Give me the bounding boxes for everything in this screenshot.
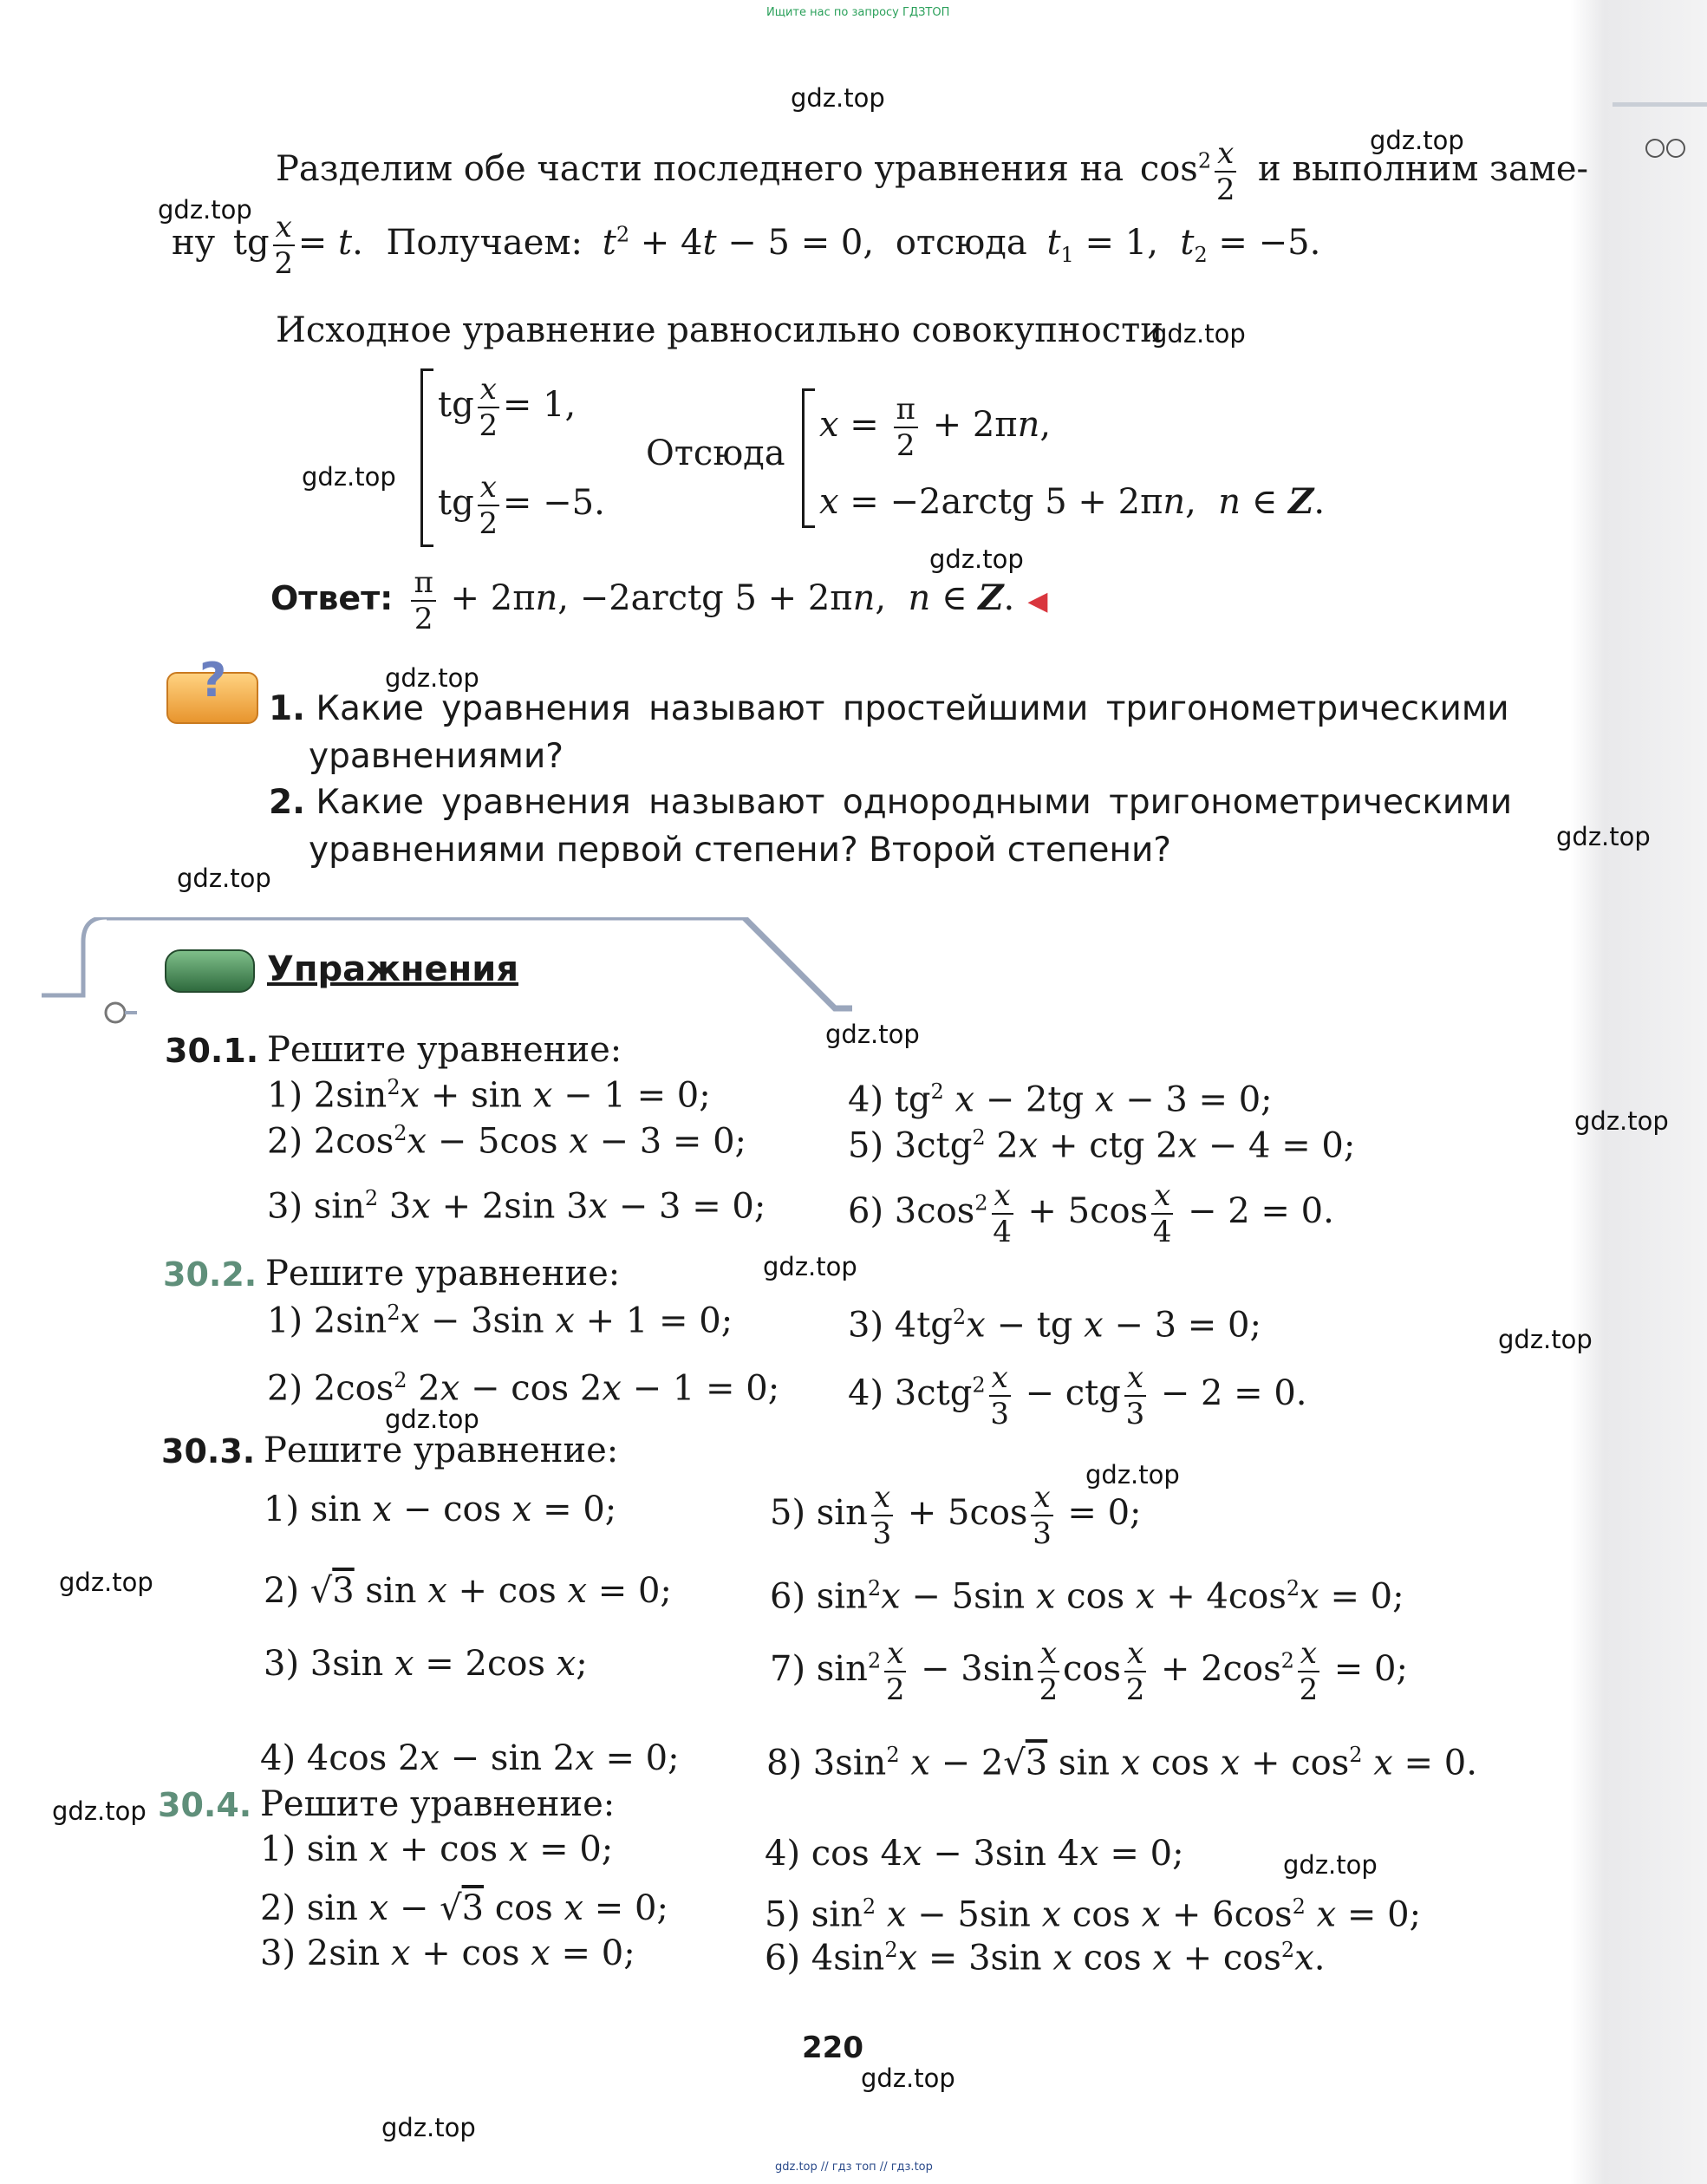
exercise-item: 3) 3sin x = 2cos x;: [264, 1644, 588, 1684]
question-2: [269, 783, 1512, 822]
exercise-number: 30.1.: [165, 1032, 259, 1070]
exercise-title: Решите уравнение:: [260, 1784, 616, 1824]
watermark: gdz.top: [52, 1796, 147, 1826]
exercise-item: 4) cos 4x − 3sin 4x = 0;: [765, 1834, 1184, 1874]
question-1-cont: уравнениями?: [309, 737, 564, 776]
watermark: gdz.top: [929, 544, 1024, 574]
exercise-item: 6) $3\cos^2$ $\frac{x}{4}$ + 5cos $\frac{x}{4}$ − 2 = 0.: [848, 1178, 1334, 1249]
watermark: gdz.top: [1574, 1106, 1669, 1136]
fraction-x-2: $\frac{x}{2}$: [1215, 136, 1235, 207]
system-eq-1: tg $\frac{x}{2}$ = 1,: [438, 372, 577, 443]
system-bracket: [802, 388, 815, 528]
right-edge-rule: [1613, 102, 1707, 107]
page-number: 220: [802, 2031, 863, 2065]
hence-text: Отсюда: [646, 434, 785, 473]
end-marker-icon: ◀: [1027, 586, 1048, 616]
exercise-item: 1) sin x + cos x = 0;: [260, 1829, 614, 1869]
solution-line-2: ну tg $\frac{x}{2}$ = t. Получаем: $t^2 + 4t - 5 = 0$, отсюда $t_1 = 1$, $t_2 = -5$.: [172, 210, 1321, 281]
exercise-item: 1) $2\sin^2x + \sin x - 1 = 0$;: [267, 1075, 711, 1116]
exercise-item: 3) $4tg^2x$ − tg x − 3 = 0;: [848, 1305, 1261, 1346]
exercise-number: 30.4.: [158, 1786, 252, 1824]
exercise-item: 2) $2\cos^2x - 5\cos$ x − 3 = 0;: [267, 1121, 747, 1162]
exercise-item: 7) $\sin^2$ $\frac{x}{2}$ − 3sin $\frac{x}{2}$ cos $\frac{x}{2}$ + $2\cos^2$ $\frac{x}{2}$ = 0;: [770, 1636, 1408, 1707]
dot-icon: [1645, 139, 1665, 158]
exercise-item: 4) 3ctg$^2$ $\frac{x}{3}$ − ctg $\frac{x}{3}$ − 2 = 0.: [848, 1360, 1307, 1431]
system-eq-3: x = $\frac{\pi}{2}$ + 2πn,: [819, 392, 1052, 463]
answer-line: Ответ: $\frac{\pi}{2}$ + 2πn, −2arctg 5 + 2πn, n ∈ Z. ◀: [270, 565, 1048, 636]
exercise-title: Решите уравнение:: [267, 1030, 622, 1070]
watermark: gdz.top: [381, 2113, 476, 2142]
exercise-item: 2) √3 sin x + cos x = 0;: [264, 1571, 672, 1611]
question-1: [269, 689, 1509, 728]
exercise-item: 2) sin x − √3 cos x = 0;: [260, 1888, 668, 1928]
exercise-item: 8) $3\sin^2$ x − 2√3 sin x $\cos x + \cos^2 x = 0$.: [766, 1743, 1477, 1783]
watermark: gdz.top: [177, 864, 271, 893]
watermark: gdz.top: [1498, 1325, 1593, 1354]
solution-text: Разделим обе части последнего уравнения на: [276, 149, 1124, 189]
exercise-item: 1) $2\sin^2x - 3\sin$ x + 1 = 0;: [267, 1301, 733, 1341]
watermark: gdz.top: [1370, 126, 1464, 155]
watermark: gdz.top: [791, 83, 885, 113]
equiv-text: Исходное уравнение равносильно совокупности: [276, 310, 1163, 350]
exercise-number: 30.3.: [161, 1432, 256, 1470]
header-note: Ищите нас по запросу ГДЗТОП: [766, 6, 950, 19]
watermark: gdz.top: [302, 462, 396, 492]
solution-text: и выполним заме-: [1258, 149, 1589, 189]
dot-icon: [1666, 139, 1685, 158]
exercise-item: 1) sin x − cos x = 0;: [264, 1490, 617, 1529]
system-eq-4: x = −2arctg 5 + 2πn, n ∈ Z.: [819, 481, 1326, 522]
watermark: gdz.top: [1283, 1850, 1378, 1880]
watermark: gdz.top: [158, 195, 252, 225]
exercise-title: Решите уравнение:: [264, 1431, 619, 1470]
solution-line-1: Разделим обе части последнего уравнения на $\cos^2$ $\frac{x}{2}$ и выполним заме-: [276, 136, 1589, 207]
watermark: gdz.top: [385, 1405, 479, 1434]
question-num: 2.: [269, 783, 305, 822]
section-title: Упражнения: [267, 949, 519, 989]
section-icon: [165, 949, 255, 993]
question-text: Какие уравнения называют однородными тригонометрическими: [316, 783, 1513, 822]
question-icon: ?: [166, 672, 258, 724]
answer-label: Ответ:: [270, 579, 394, 617]
system-eq-2: tg $\frac{x}{2}$ = −5.: [438, 470, 605, 541]
watermark: gdz.top: [1556, 822, 1651, 851]
exercise-item: 6) $\sin^2x - 5\sin$ x $\cos x + 4\cos^2x = 0$;: [770, 1576, 1404, 1617]
watermark: gdz.top: [763, 1252, 857, 1281]
question-num: 1.: [269, 689, 305, 728]
solution-text: Получаем:: [386, 223, 583, 263]
system-bracket: [420, 368, 433, 547]
exercise-title: Решите уравнение:: [265, 1254, 621, 1294]
question-text: Какие уравнения называют простейшими тригонометрическими: [316, 689, 1509, 728]
exercise-item: 6) $4\sin^2x = 3\sin$ x $\cos x + \cos^2x$.: [765, 1938, 1326, 1979]
exercise-item: 4) $tg^2$ x − 2tg x − 3 = 0;: [848, 1079, 1273, 1120]
exercise-item: 2) $2\cos^2$ 2x − cos 2x − 1 = 0;: [267, 1368, 780, 1409]
exercise-number: 30.2.: [163, 1255, 257, 1294]
exercise-item: 3) 2sin x + cos x = 0;: [260, 1933, 635, 1973]
watermark: gdz.top: [385, 663, 479, 693]
watermark: gdz.top: [1151, 319, 1246, 349]
watermark: gdz.top: [861, 2063, 955, 2093]
solution-text: ну: [172, 223, 216, 263]
question-2-cont: уравнениями первой степени? Второй степени?: [309, 831, 1171, 870]
exercise-item: 4) 4cos 2x − sin 2x = 0;: [260, 1738, 680, 1778]
watermark: gdz.top: [825, 1020, 920, 1049]
footer-note: gdz.top // гдз топ // гдз.top: [775, 2161, 933, 2174]
watermark: gdz.top: [59, 1568, 153, 1597]
solution-text: отсюда: [895, 223, 1027, 263]
exercise-item: 5) 3ctg$^2$ 2x + ctg 2x − 4 = 0;: [848, 1125, 1356, 1166]
watermark: gdz.top: [1085, 1460, 1180, 1490]
exercise-item: 5) sin $\frac{x}{3}$ + 5cos $\frac{x}{3}$ = 0;: [770, 1480, 1142, 1551]
exercise-item: 5) $\sin^2 x - 5\sin$ x $\cos x + 6\cos^2$ x = 0;: [765, 1894, 1422, 1935]
exercise-item: 3) $\sin^2 3x + 2\sin$ 3x − 3 = 0;: [267, 1186, 766, 1227]
